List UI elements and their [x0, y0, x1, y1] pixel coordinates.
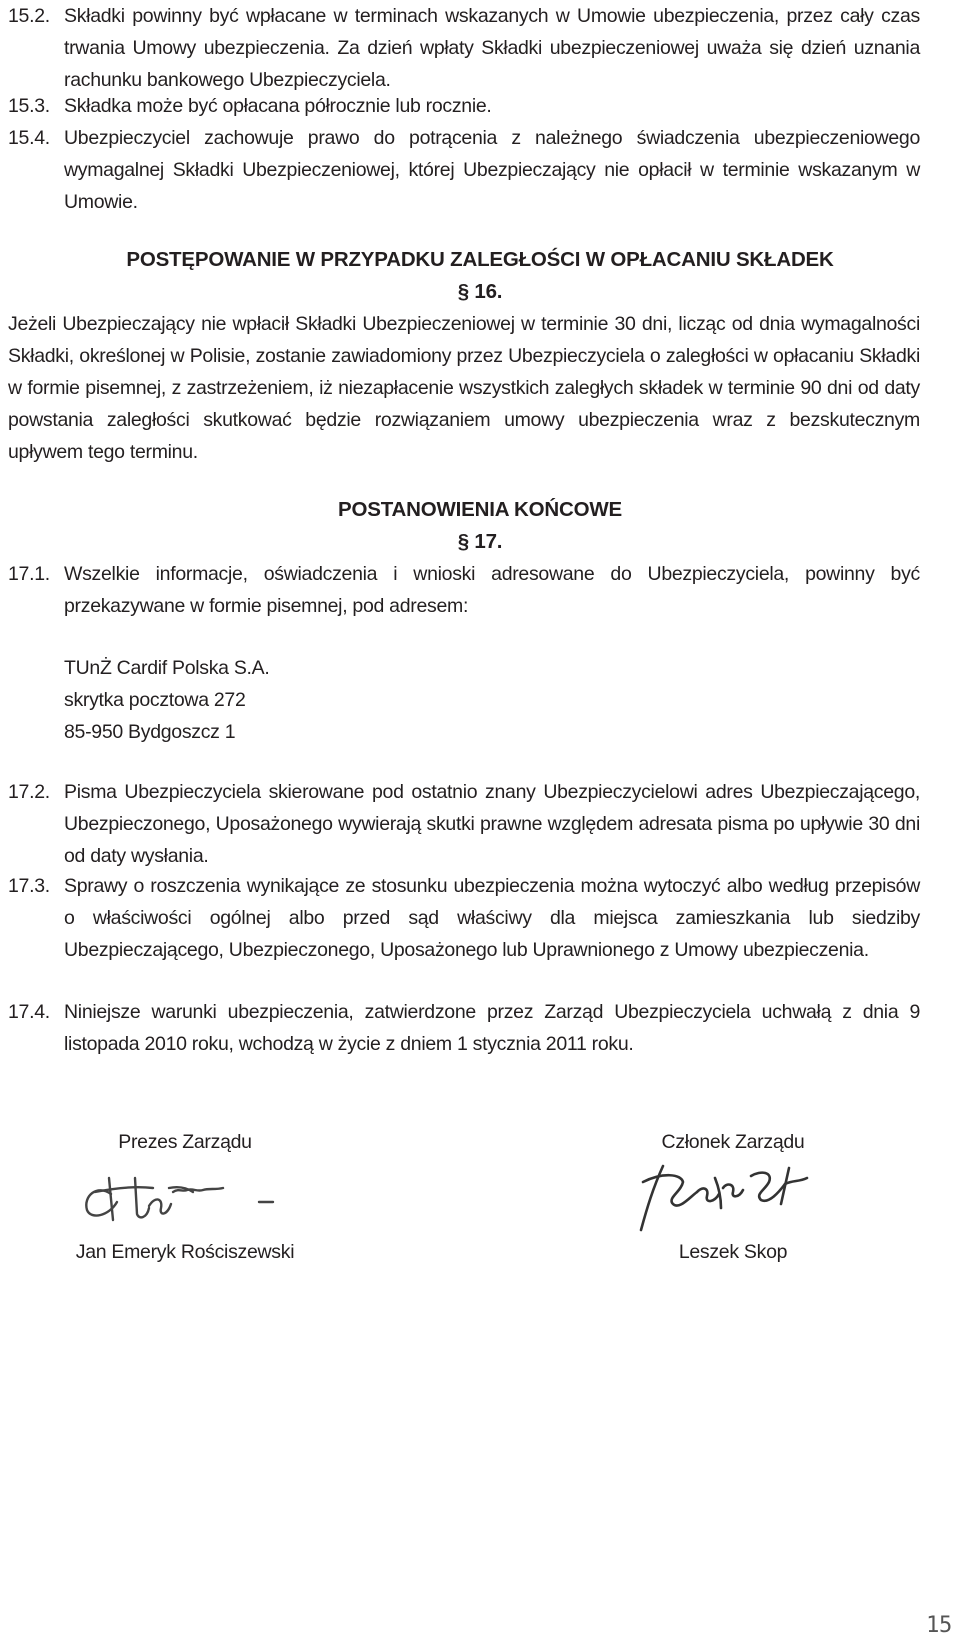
clause-text: Ubezpieczyciel zachowuje prawo do potrącenia z należnego świadczenia ubezpieczeniowego wymagalnej Składki Ubezpieczeniowej, której Ubezpieczający nie opłacił w terminie wskazanym w Umowie.	[64, 127, 920, 213]
clause-17-2	[8, 776, 920, 872]
signatory-name: Jan Emeryk Rościszewski	[75, 1241, 295, 1263]
clause-number: 17.3.	[8, 875, 50, 897]
section-16-title: POSTĘPOWANIE W PRZYPADKU ZALEGŁOŚCI W OPŁACANIU SKŁADEK	[126, 248, 834, 271]
clause-15-4	[8, 122, 920, 218]
clause-text: Składka może być opłacana półrocznie lub rocznie.	[64, 95, 492, 117]
clause-number: 15.4.	[8, 127, 50, 149]
clause-17-4	[8, 996, 920, 1060]
clause-number: 15.3.	[8, 95, 50, 117]
clause-text: Sprawy o roszczenia wynikające ze stosunku ubezpieczenia można wytoczyć albo według przepisów o właściwości ogólnej albo przed sąd właściwy dla miejsca zamieszkania lub siedziby Ubezpieczającego, Ubezpieczonego, Uposażonego lub Uprawnionego z Umowy ubezpieczenia.	[64, 875, 920, 961]
mailing-address	[64, 652, 270, 748]
clause-text: Pisma Ubezpieczyciela skierowane pod ostatnio znany Ubezpieczycielowi adres Ubezpieczającego, Ubezpieczonego, Uposażonego wywierają skutki prawne względem adresata pisma po upływie 30 dni od daty wysłania.	[64, 781, 920, 867]
clause-15-2	[8, 0, 920, 96]
clause-17-1	[8, 558, 920, 622]
clause-number: 17.2.	[8, 781, 50, 803]
signature-block-president	[35, 1126, 335, 1268]
address-line: 85-950 Bydgoszcz 1	[64, 721, 236, 743]
clause-15-3	[8, 90, 920, 122]
address-line: skrytka pocztowa 272	[64, 689, 246, 711]
signature-block-board-member	[583, 1126, 883, 1268]
signatory-role: Członek Zarządu	[661, 1131, 805, 1153]
signatory-name: Leszek Skop	[678, 1241, 788, 1263]
clause-number: 15.2.	[8, 5, 50, 27]
handwritten-signature-icon	[623, 1158, 843, 1236]
address-line: TUnŻ Cardif Polska S.A.	[64, 657, 270, 679]
section-16-text: Jeżeli Ubezpieczający nie wpłacił Składki Ubezpieczeniowej w terminie 30 dni, licząc od dnia wymagalności Składki, określonej w Polisie, zostanie zawiadomiony przez Ubezpieczyciela o zaległości w opłacaniu Składki w formie pisemnej, z zastrzeżeniem, iż niezapłacenie wszystkich zaległych składek w terminie 90 dni od daty powstania zaległości skutkować będzie rozwiązaniem umowy ubezpieczenia wraz z bezskutecznym upływem tego terminu.	[8, 313, 920, 463]
signatory-role: Prezes Zarządu	[118, 1131, 252, 1153]
clause-text: Składki powinny być wpłacane w terminach wskazanych w Umowie ubezpieczenia, przez cały czas trwania Umowy ubezpieczenia. Za dzień wpłaty Składki ubezpieczeniowej uważa się dzień uznania rachunku bankowego Ubezpieczyciela.	[64, 5, 920, 91]
clause-text: Wszelkie informacje, oświadczenia i wnioski adresowane do Ubezpieczyciela, powinny być przekazywane w formie pisemnej, pod adresem:	[64, 563, 920, 617]
clause-text: Niniejsze warunki ubezpieczenia, zatwierdzone przez Zarząd Ubezpieczyciela uchwałą z dnia 9 listopada 2010 roku, wchodzą w życie z dniem 1 stycznia 2011 roku.	[64, 1001, 920, 1055]
clause-17-3	[8, 870, 920, 966]
clause-number: 17.4.	[8, 1001, 50, 1023]
handwritten-signature-icon	[75, 1158, 295, 1236]
section-17-title: POSTANOWIENIA KOŃCOWE	[338, 498, 622, 521]
page-number: 15	[926, 1613, 952, 1638]
section-16-paragraph-mark: § 16.	[457, 280, 503, 303]
clause-number: 17.1.	[8, 563, 50, 585]
section-17-paragraph-mark: § 17.	[457, 530, 503, 553]
